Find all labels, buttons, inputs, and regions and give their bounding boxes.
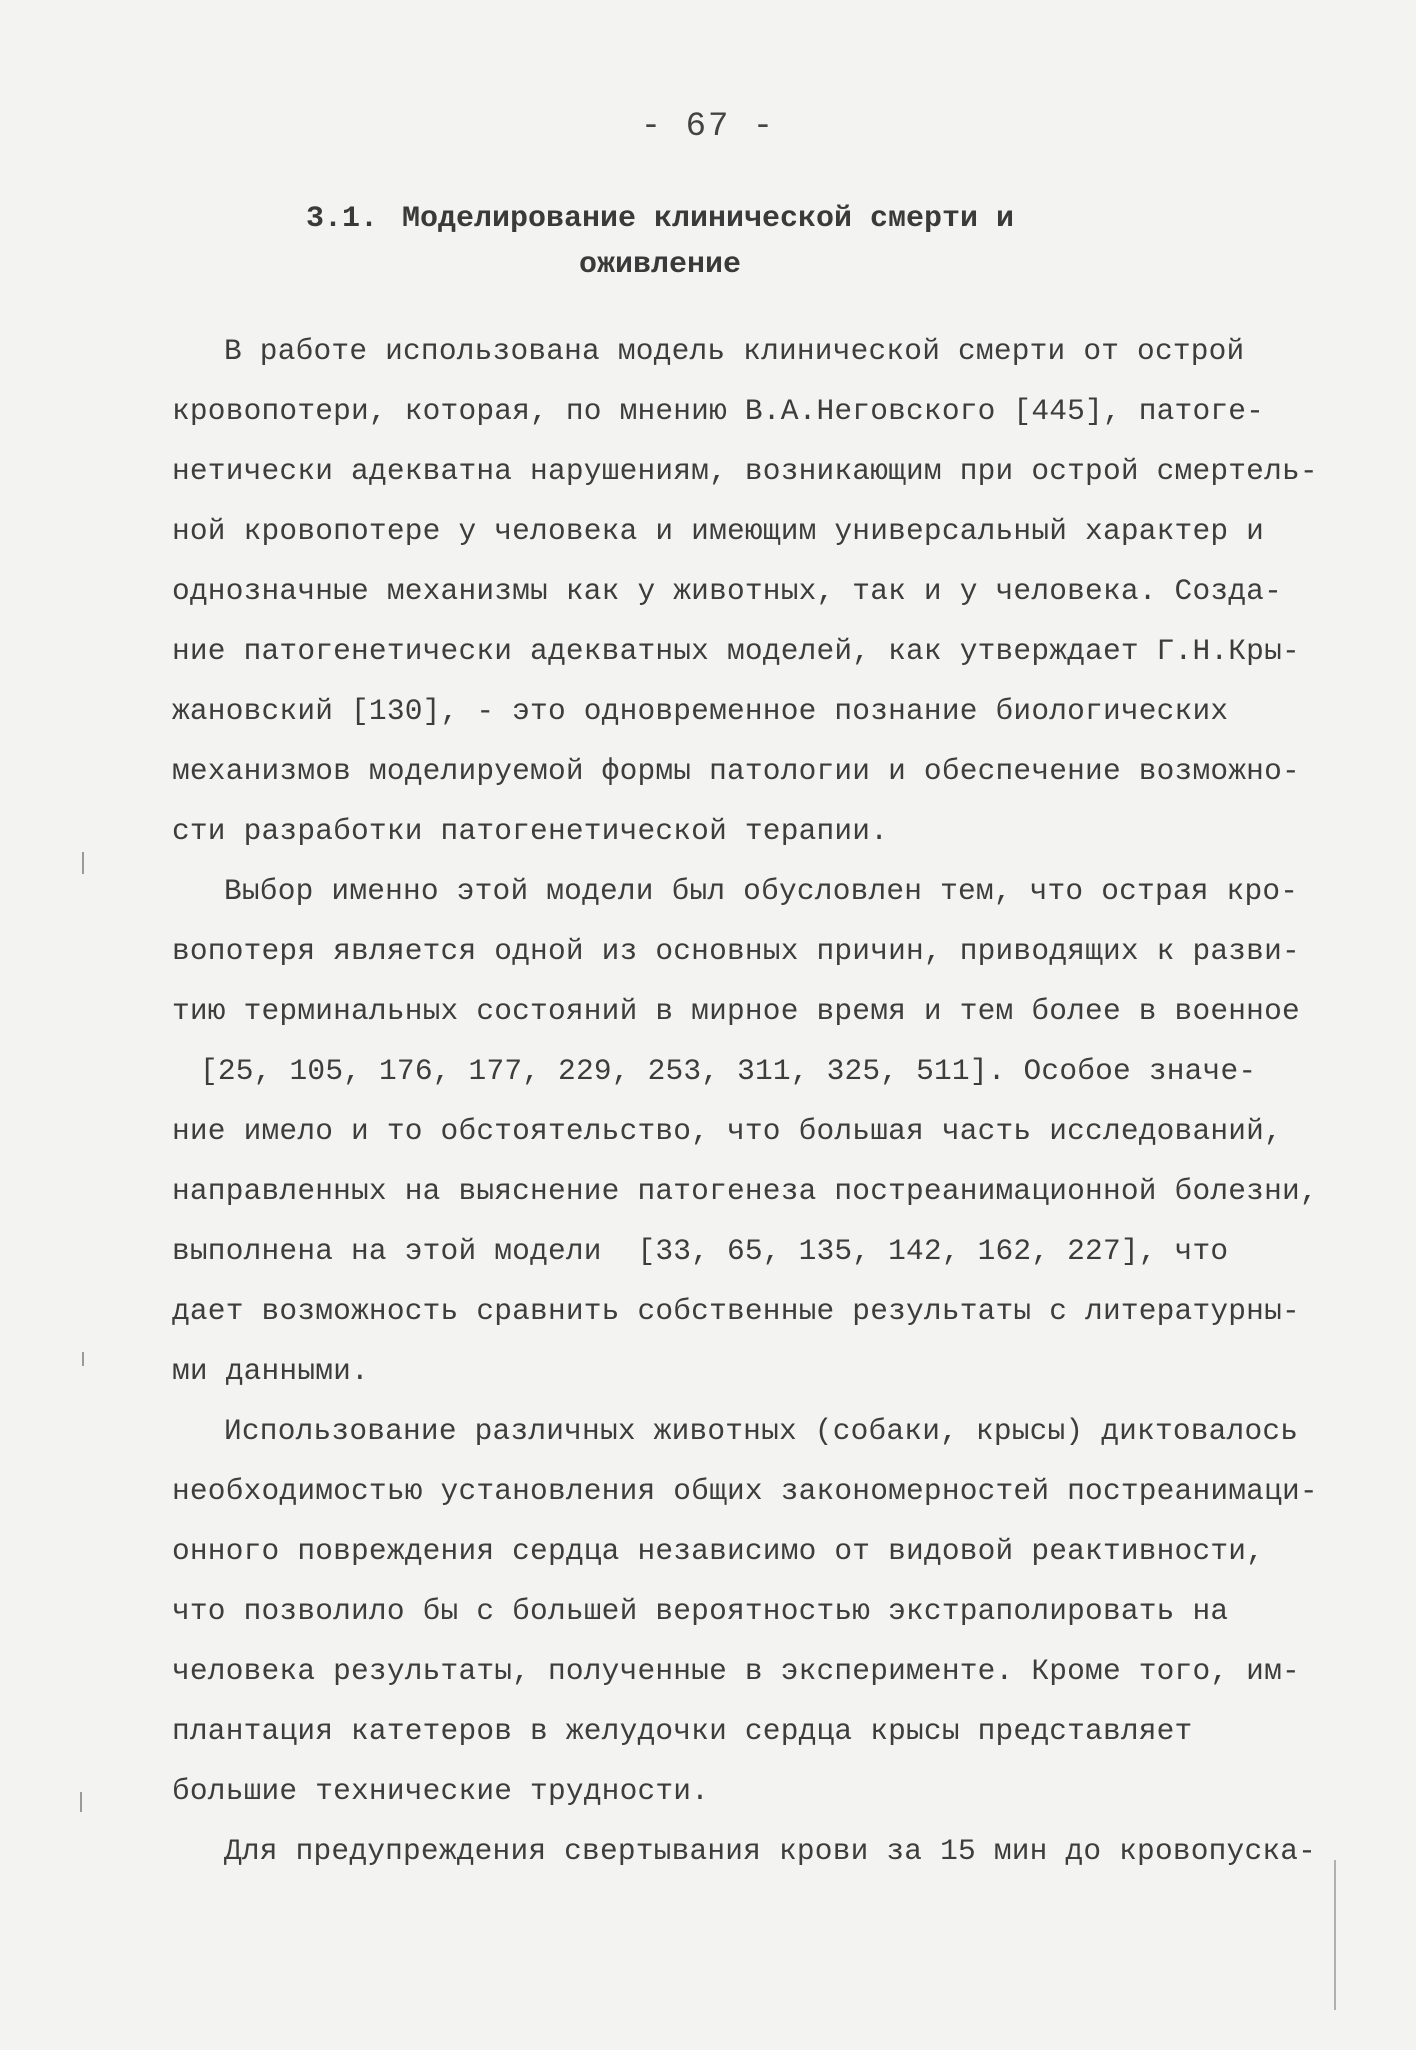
section-heading-line-1 (250, 196, 1070, 242)
text-line: ние патогенетически адекватных моделей, как утверждает Г.Н.Кры- (172, 634, 1300, 668)
text-line: механизмов моделируемой формы патологии и обеспечение возможно- (172, 754, 1300, 788)
section-title-part-1: Моделирование клинической смерти и (401, 202, 1015, 236)
text-line: ной кровопотере у человека и имеющим универсальный характер и (172, 514, 1265, 548)
text-line: вопотеря является одной из основных причин, приводящих к разви- (172, 934, 1300, 968)
text-line: дает возможность сравнить собственные результаты с литературны- (172, 1294, 1300, 1328)
scan-margin-mark (80, 1792, 82, 1812)
text-line: ми данными. (172, 1354, 369, 1388)
text-line: Для предупреждения свертывания крови за 15 мин до кровопуска- (224, 1834, 1317, 1868)
text-line: жановский [130], - это одновременное познание биологических (172, 694, 1229, 728)
text-line: однозначные механизмы как у животных, так и у человека. Созда- (172, 574, 1282, 608)
text-line: ние имело и то обстоятельство, что большая часть исследований, (172, 1114, 1282, 1148)
section-heading (250, 196, 1070, 288)
text-line: что позволило бы с большей вероятностью экстраполировать на (172, 1594, 1229, 1628)
text-line: направленных на выяснение патогенеза постреанимационной болезни, (172, 1174, 1318, 1208)
section-number: 3.1. (305, 202, 378, 236)
text-line: онного повреждения сердца независимо от видовой реактивности, (172, 1534, 1265, 1568)
text-line: В работе использована модель клинической смерти от острой (224, 334, 1245, 368)
scan-margin-mark (82, 1352, 84, 1366)
text-line: плантация катетеров в желудочки сердца крысы представляет (172, 1714, 1193, 1748)
text-line: человека результаты, полученные в эксперименте. Кроме того, им- (172, 1654, 1300, 1688)
text-line: выполнена на этой модели [33, 65, 135, 142, 162, 227], что (172, 1234, 1229, 1268)
text-line: [25, 105, 176, 177, 229, 253, 311, 325, 511]. Особое значе- (200, 1054, 1257, 1088)
page-number: - 67 - (640, 108, 776, 146)
text-line: необходимостью установления общих закономерностей постреанимаци- (172, 1474, 1318, 1508)
text-line: Выбор именно этой модели был обусловлен тем, что острая кро- (224, 874, 1299, 908)
text-line: кровопотери, которая, по мнению В.А.Неговского [445], патоге- (172, 394, 1265, 428)
text-line: большие технические трудности. (172, 1774, 710, 1808)
text-line: тию терминальных состояний в мирное время и тем более в военное (172, 994, 1300, 1028)
section-title-part-2: оживление (578, 248, 742, 282)
scan-edge-line (1334, 1860, 1336, 2010)
text-line: Использование различных животных (собаки, крысы) диктовалось (224, 1414, 1299, 1448)
text-line: сти разработки патогенетической терапии. (172, 814, 889, 848)
scan-margin-mark (82, 852, 84, 874)
text-line: нетически адекватна нарушениям, возникающим при острой смертель- (172, 454, 1318, 488)
